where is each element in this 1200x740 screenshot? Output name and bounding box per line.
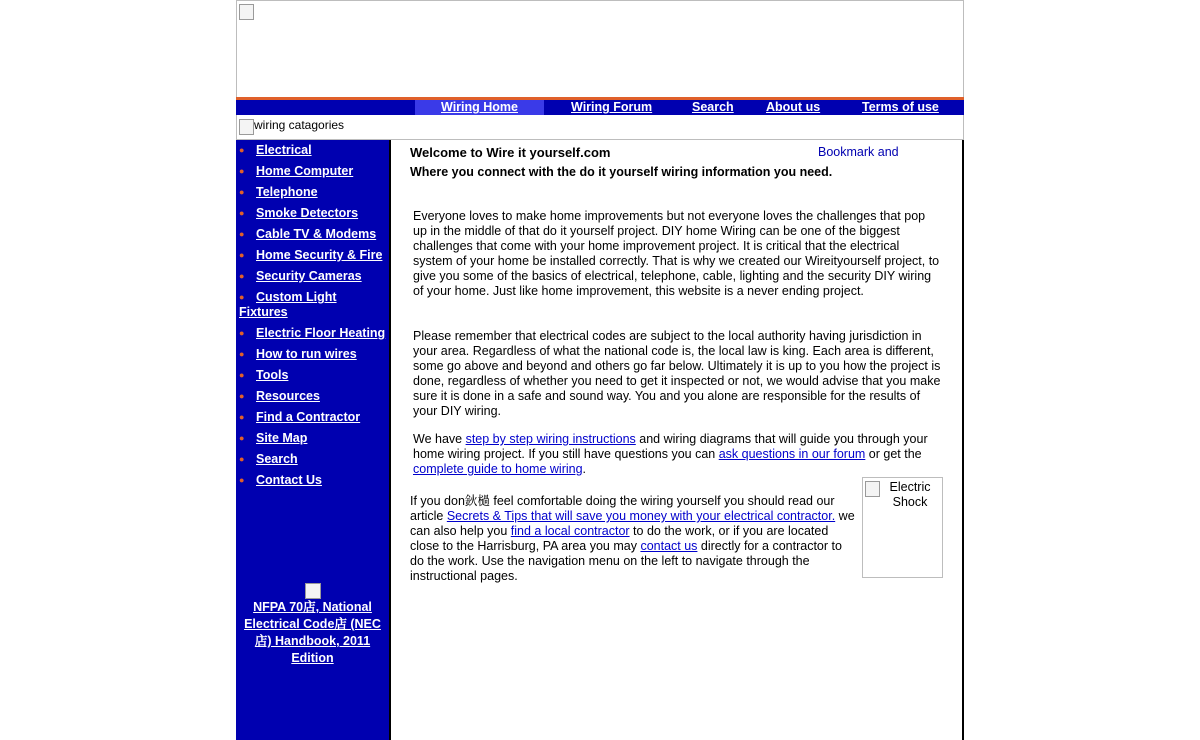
sidebar-link-cable-tv[interactable]: Cable TV & Modems <box>256 227 377 241</box>
broken-image-icon <box>239 4 254 20</box>
codes-paragraph: Please remember that electrical codes are subject to the local authority having jurisdiction in your area. Regardless of what the national code is, the local law is king. Each area is different, some go above and beyond and others go far below. Ultimately it is up to you how the project is done, regardless of whether you need to get it inspected or not, we would advise that you make sure it is done in a safe and sound way. You and you alone are responsible for the results of your DIY wiring. <box>413 329 941 418</box>
text: . <box>582 462 587 476</box>
bullet-icon: ● <box>239 412 245 422</box>
sidebar-book-promo <box>236 583 389 667</box>
bullet-icon: ● <box>239 433 245 443</box>
bullet-icon: ● <box>239 349 245 359</box>
bullet-icon: ● <box>239 250 245 260</box>
sidebar-link-telephone[interactable]: Telephone <box>256 185 318 199</box>
contractor-paragraph <box>410 494 856 584</box>
page <box>236 0 964 740</box>
nav-about-us[interactable]: About us <box>766 100 821 114</box>
bullet-icon: ● <box>239 475 245 485</box>
forum-questions-link[interactable]: ask questions in our forum <box>718 447 866 461</box>
bullet-icon: ● <box>239 370 245 380</box>
sidebar-link-find-contractor[interactable]: Find a Contractor <box>256 410 361 424</box>
header-banner <box>236 0 964 97</box>
nav-terms-of-use[interactable]: Terms of use <box>862 100 939 114</box>
sidebar-item-resources <box>239 389 387 404</box>
sidebar-item-security-cameras <box>239 269 387 284</box>
bullet-icon: ● <box>239 454 245 464</box>
sidebar-item-custom-light-fixtures <box>239 290 387 320</box>
bullet-icon: ● <box>239 208 245 218</box>
sidebar-link-site-map[interactable]: Site Map <box>256 431 308 445</box>
sidebar-item-home-computer <box>239 164 387 179</box>
sidebar-menu <box>239 143 387 494</box>
sidebar-link-home-computer[interactable]: Home Computer <box>256 164 354 178</box>
bullet-icon: ● <box>239 229 245 239</box>
text: directly for a contractor to do the work. Use the navigation menu on the left to navigate through the instructional pages. <box>410 539 842 583</box>
bullet-icon: ● <box>239 187 245 197</box>
instructions-paragraph <box>413 432 941 477</box>
sidebar-link-resources[interactable]: Resources <box>256 389 320 403</box>
bookmark-button[interactable]: Bookmark and <box>818 145 899 159</box>
sidebar-item-site-map <box>239 431 387 446</box>
nav-wiring-forum[interactable]: Wiring Forum <box>571 100 653 114</box>
sidebar-item-contact-us <box>239 473 387 488</box>
categories-image-alt: wiring catagories <box>254 118 345 132</box>
page-subtitle: Where you connect with the do it yourself wiring information you need. <box>410 165 833 179</box>
sidebar-link-electrical[interactable]: Electrical <box>256 143 312 157</box>
electric-shock-image <box>862 477 943 578</box>
nav-search[interactable]: Search <box>692 100 734 114</box>
intro-paragraph: Everyone loves to make home improvements but not everyone loves the challenges that pop up in the middle of that do it yourself project. DIY home Wiring can be one of the biggest challenges that come with your home improvement project. It is critical that the electrical system of your home be installed correctly. That is why we created our Wireityourself project, to give you some of the basics of electrical, telephone, cable, lighting and the security DIY wiring of your home. Just like home improvement, this website is a never ending project. <box>413 209 940 298</box>
bullet-icon: ● <box>239 328 245 338</box>
sidebar-item-telephone <box>239 185 387 200</box>
find-local-contractor-link[interactable]: find a local contractor <box>510 524 630 538</box>
sidebar-link-home-security[interactable]: Home Security & Fire <box>256 248 383 262</box>
sidebar-item-find-contractor <box>239 410 387 425</box>
step-by-step-link[interactable]: step by step wiring instructions <box>465 432 636 446</box>
sidebar-item-run-wires <box>239 347 387 362</box>
sidebar-item-electrical <box>239 143 387 158</box>
sidebar-link-tools[interactable]: Tools <box>256 368 289 382</box>
text: and wiring diagrams that will guide you through your home wiring project. If you still have questions you can <box>413 432 928 461</box>
sidebar-link-floor-heating[interactable]: Electric Floor Heating <box>256 326 386 340</box>
sidebar-item-search <box>239 452 387 467</box>
sidebar-item-home-security <box>239 248 387 263</box>
text: We have <box>413 432 466 446</box>
sidebar-item-floor-heating <box>239 326 387 341</box>
categories-image-bar <box>236 115 964 140</box>
sidebar-link-search[interactable]: Search <box>256 452 298 466</box>
bullet-icon: ● <box>239 271 245 281</box>
sidebar <box>236 140 391 740</box>
text: we can also help you <box>410 509 855 538</box>
content-right-border <box>962 140 964 740</box>
nec-handbook-link[interactable]: NFPA 70店, National Electrical Code店 (NEC店) Handbook, 2011 Edition <box>244 600 381 665</box>
sidebar-link-smoke-detectors[interactable]: Smoke Detectors <box>256 206 359 220</box>
nav-wiring-home[interactable]: Wiring Home <box>415 100 544 115</box>
electric-shock-alt: Electric Shock <box>889 480 931 509</box>
bullet-icon: ● <box>239 145 245 155</box>
bullet-icon: ● <box>239 391 245 401</box>
welcome-heading: Welcome to Wire it yourself.com <box>410 145 611 160</box>
bullet-icon: ● <box>239 166 245 176</box>
broken-image-icon <box>239 119 254 135</box>
sidebar-link-run-wires[interactable]: How to run wires <box>256 347 357 361</box>
sidebar-item-smoke-detectors <box>239 206 387 221</box>
complete-guide-link[interactable]: complete guide to home wiring <box>413 462 583 476</box>
sidebar-item-cable-tv <box>239 227 387 242</box>
sidebar-link-security-cameras[interactable]: Security Cameras <box>256 269 362 283</box>
contact-us-link[interactable]: contact us <box>640 539 698 553</box>
sidebar-link-custom-light-fixtures[interactable]: Custom Light Fixtures <box>239 290 337 319</box>
text: to do the work, or if you are located close to the Harrisburg, PA area you may <box>410 524 829 553</box>
bullet-icon: ● <box>239 292 245 302</box>
book-image-icon <box>305 583 321 599</box>
secrets-tips-link[interactable]: Secrets & Tips that will save you money with your electrical contractor. <box>446 509 836 523</box>
broken-image-icon <box>865 481 880 497</box>
sidebar-item-tools <box>239 368 387 383</box>
top-navigation <box>236 100 964 115</box>
sidebar-link-contact-us[interactable]: Contact Us <box>256 473 322 487</box>
text: If you don鈥檛 feel comfortable doing the wiring yourself you should read our article <box>410 494 835 523</box>
text: or get the <box>865 447 922 461</box>
